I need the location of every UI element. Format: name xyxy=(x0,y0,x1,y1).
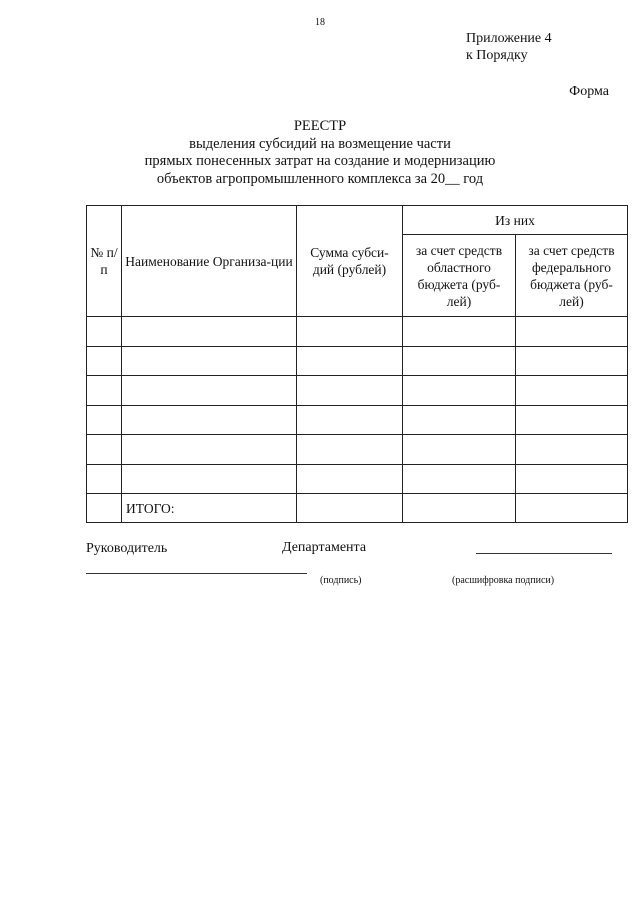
cell-number xyxy=(87,494,122,523)
cell-federal[interactable] xyxy=(516,435,628,465)
cell-regional[interactable] xyxy=(403,464,516,494)
cell-regional[interactable] xyxy=(403,317,516,347)
cell-number[interactable] xyxy=(87,376,122,406)
cell-number[interactable] xyxy=(87,464,122,494)
cell-federal[interactable] xyxy=(516,405,628,435)
form-label: Форма xyxy=(569,84,609,99)
header-organization: Наименование Организа-ции xyxy=(122,206,297,317)
signature-department: Департамента xyxy=(282,540,367,555)
signature-role: Руководитель xyxy=(86,541,168,556)
caption-signature: (подпись) xyxy=(320,575,362,586)
signature-line xyxy=(86,573,307,574)
header-subsidy-sum: Сумма субси-дий (рублей) xyxy=(297,206,403,317)
cell-subsidy-sum[interactable] xyxy=(297,346,403,376)
cell-federal[interactable] xyxy=(516,464,628,494)
title-line-3: прямых понесенных затрат на создание и модернизацию xyxy=(144,153,496,169)
table-header-row xyxy=(87,206,628,235)
cell-total-subsidy-sum[interactable] xyxy=(297,494,403,523)
decode-signature-line xyxy=(476,553,612,554)
table-total-row xyxy=(87,494,628,523)
page-number: 18 xyxy=(315,17,325,28)
cell-regional[interactable] xyxy=(403,405,516,435)
title-line-2: выделения субсидий на возмещение части xyxy=(189,135,451,152)
table-row xyxy=(87,464,628,494)
cell-federal[interactable] xyxy=(516,376,628,406)
caption-decode: (расшифровка подписи) xyxy=(452,575,555,586)
cell-federal[interactable] xyxy=(516,317,628,347)
cell-organization[interactable] xyxy=(122,346,297,376)
header-federal-budget: за счет средств федерального бюджета (руб-лей) xyxy=(516,235,628,317)
cell-number[interactable] xyxy=(87,346,122,376)
cell-organization[interactable] xyxy=(122,435,297,465)
table-row xyxy=(87,376,628,406)
cell-regional[interactable] xyxy=(403,435,516,465)
cell-regional[interactable] xyxy=(403,376,516,406)
cell-organization[interactable] xyxy=(122,376,297,406)
cell-federal[interactable] xyxy=(516,346,628,376)
cell-subsidy-sum[interactable] xyxy=(297,464,403,494)
table-row xyxy=(87,405,628,435)
cell-number[interactable] xyxy=(87,435,122,465)
table-row xyxy=(87,346,628,376)
cell-subsidy-sum[interactable] xyxy=(297,376,403,406)
header-of-which: Из них xyxy=(403,206,628,235)
appendix-line-1: Приложение 4 xyxy=(466,31,552,46)
table-row xyxy=(87,317,628,347)
cell-number[interactable] xyxy=(87,317,122,347)
appendix-header xyxy=(466,30,552,64)
registry-table xyxy=(86,205,628,523)
cell-subsidy-sum[interactable] xyxy=(297,405,403,435)
title-line-1: РЕЕСТР xyxy=(293,118,347,134)
document-title xyxy=(0,118,640,188)
title-line-4: объектов агропромышленного комплекса за 20__ год xyxy=(156,170,484,187)
appendix-line-2: к Порядку xyxy=(466,48,528,63)
cell-subsidy-sum[interactable] xyxy=(297,317,403,347)
cell-subsidy-sum[interactable] xyxy=(297,435,403,465)
header-number: № п/п xyxy=(87,206,122,317)
cell-number[interactable] xyxy=(87,405,122,435)
cell-total-federal[interactable] xyxy=(516,494,628,523)
cell-regional[interactable] xyxy=(403,346,516,376)
cell-organization[interactable] xyxy=(122,405,297,435)
header-regional-budget: за счет средств областного бюджета (руб-лей) xyxy=(403,235,516,317)
cell-organization[interactable] xyxy=(122,317,297,347)
total-label: ИТОГО: xyxy=(122,494,297,523)
cell-organization[interactable] xyxy=(122,464,297,494)
table-row xyxy=(87,435,628,465)
cell-total-regional[interactable] xyxy=(403,494,516,523)
